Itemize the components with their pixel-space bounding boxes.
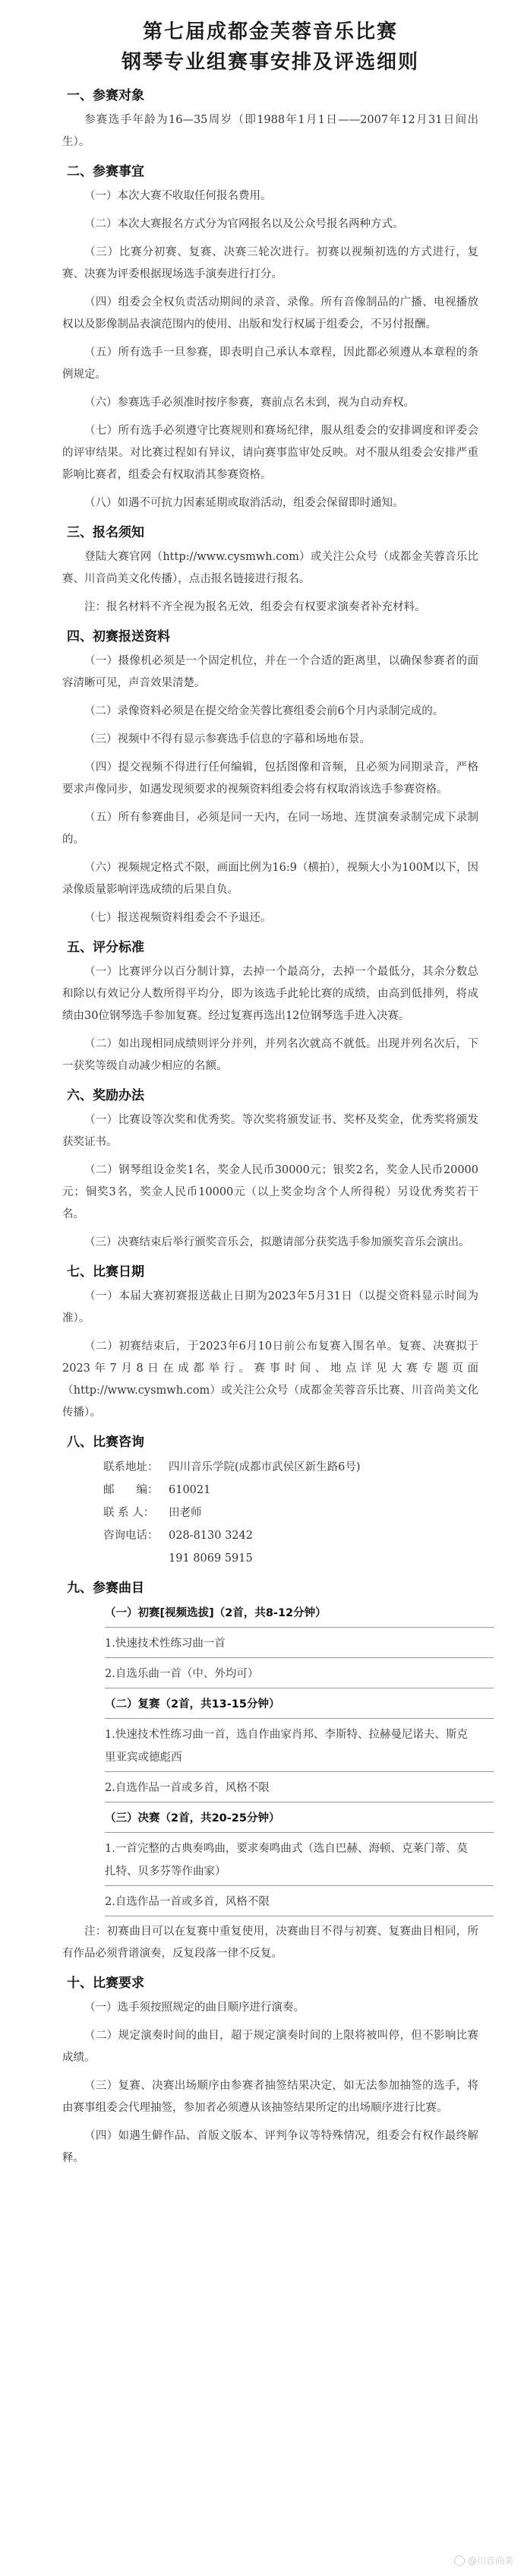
section-paragraph: （八）如遇不可抗力因素延期或取消活动，组委会保留即时通知。 [84, 497, 404, 509]
section-1 [62, 85, 478, 153]
section-paragraph: （一）本届大赛初赛报送截止日期为2023年5月31日（以提交资料显示时间为准）。 [62, 1290, 478, 1324]
section-heading: 六、奖励办法 [67, 1088, 144, 1103]
section-paragraph: （二）如出现相同成绩则评分并列，并列名次就高不就低。出现并列名次后，下一获奖等级自动减少相应的名额。 [62, 1038, 478, 1072]
requirement-paragraph: （三）复赛、决赛出场顺序由参赛者抽签结果决定，如无法参加抽签的选手，将由赛事组委会代理抽签，参加者必须遵从该抽签结果所定的出场顺序进行比赛。 [62, 2080, 478, 2114]
section-paragraph: （七）所有选手必须遵守比赛规则和赛场纪律，服从组委会的安排调度和评委会的评审结果。对比赛过程如有异议，请向赛事监审处反映。对不服从组委会安排严重影响比赛者，组委会有权取消其参赛资格。 [62, 425, 478, 481]
section-paragraph: （六）视频规定格式不限，画面比例为16:9（横拍），视频大小为100M以下，因录像质量影响评选成绩的后果自负。 [62, 862, 478, 896]
contact-label: 联系地址： [103, 1461, 159, 1473]
round-item: 1.快速技术性练习曲一首，选自作曲家肖邦、李斯特、拉赫曼尼诺夫、斯克里亚宾或德彪西 [105, 1729, 468, 1764]
contact-row [103, 1456, 478, 1479]
section-heading: 二、参赛事宜 [67, 164, 144, 179]
section-heading: 三、报名须知 [67, 525, 144, 540]
section-paragraph: 注：报名材料不齐全视为报名无效，组委会有权要求演奏者补充材料。 [84, 601, 426, 613]
contact-block [103, 1456, 478, 1570]
contact-row [103, 1547, 478, 1570]
requirement-paragraph: （四）如遇生僻作品、首版文版本、评判争议等特殊情况，组委会有权作最终解释。 [62, 2130, 478, 2164]
round-item: 2.自选作品一首或多首，风格不限 [105, 1896, 270, 1908]
section-heading: 五、评分标准 [67, 940, 144, 955]
requirements-paragraphs [62, 1997, 478, 2169]
section-paragraph: （四）提交视频不得进行任何编辑，包括图像和音频，且必须为同期录音，严格要求声像同步，如遇发现须要求的视频资料组委会将有权取消该选手参赛资格。 [62, 761, 478, 796]
contact-value: 田老师 [169, 1507, 202, 1519]
round-item: 2.自选乐曲一首（中、外均可） [105, 1668, 259, 1680]
section-paragraph: （一）比赛设等次奖和优秀奖。等次奖将颁发证书、奖杯及奖金，优秀奖将颁发获奖证书。 [62, 1114, 478, 1148]
round-title: （二）复赛（2首，共13-15分钟） [105, 1698, 280, 1710]
contact-row [103, 1524, 478, 1547]
watermark [454, 2554, 513, 2567]
repertoire-rounds [62, 1602, 478, 1916]
round-item: 1.快速技术性练习曲一首 [105, 1638, 226, 1650]
round-item: 1.一首完整的古典奏鸣曲，要求奏鸣曲式（选自巴赫、海顿、克莱门蒂、莫扎特、贝多芬等作曲家） [105, 1843, 468, 1878]
item-divider [105, 1657, 494, 1658]
section-3 [62, 522, 478, 619]
section-paragraph: （六）参赛选手必须准时按序参赛，赛前点名未到，视为自动弃权。 [84, 397, 415, 409]
section-2 [62, 161, 478, 514]
requirement-paragraph: （二）规定演奏时间的曲目，超于规定演奏时间的上限将被叫停，但不影响比赛成绩。 [62, 2030, 478, 2064]
section-paragraph: 登陆大赛官网（http://www.cysmwh.com）或关注公众号（成都金芙蓉音乐比赛、川音尚美文化传播），点击报名链接进行报名。 [62, 551, 478, 585]
section-paragraph: （一）本次大赛不收取任何报名费用。 [84, 190, 272, 202]
section-paragraph: 参赛选手年龄为16—35周岁（即1988年1月1日——2007年12月31日间出生）。 [62, 114, 478, 148]
requirements-section [62, 1973, 478, 2169]
section-paragraph: （四）组委会全权负责活动期间的录音、录像。所有音像制品的广播、电视播放权以及影像制品表演范围内的使用、出版和发行权属于组委会，不另付报酬。 [62, 296, 478, 331]
repertoire-note: 注：初赛曲目可以在复赛中重复使用，决赛曲目不得与初赛、复赛曲目相同，所有作品必须背谱演奏，反复段落一律不反复。 [62, 1926, 478, 1960]
contact-label: 咨询电话： [103, 1530, 159, 1542]
section-paragraph: （三）比赛分初赛、复赛、决赛三轮次进行。初赛以视频初选的方式进行，复赛、决赛为评委根据现场选手演奏进行打分。 [62, 246, 478, 280]
section-paragraph: （二）钢琴组设金奖1名，奖金人民币30000元；银奖2名，奖金人民币20000元；铜奖3名，奖金人民币10000元（以上奖金均含个人所得税）另设优秀奖若干名。 [62, 1164, 478, 1220]
round-divider [105, 1718, 494, 1719]
item-divider [105, 1771, 494, 1772]
section-heading: 九、参赛曲目 [67, 1581, 144, 1596]
contact-label: 邮 编： [103, 1484, 159, 1496]
section-paragraph: （三）视频中不得有显示参赛选手信息的字幕和场地布景。 [84, 733, 371, 745]
contact-row [103, 1479, 478, 1502]
contact-value: 四川音乐学院(成都市武侯区新生路6号) [169, 1461, 361, 1473]
watermark-text: @川音尚美 [467, 2555, 513, 2566]
weibo-icon [454, 2555, 465, 2566]
contact-value: 191 8069 5915 [169, 1552, 253, 1565]
round-divider [105, 1832, 494, 1833]
section-paragraph: （二）本次大赛报名方式分为官网报名以及公众号报名两种方式。 [84, 218, 404, 230]
section-paragraph: （五）所有选手一旦参赛，即表明自己承认本章程，因此都必须遵从本章程的条例规定。 [62, 347, 478, 381]
section-6 [62, 1085, 478, 1254]
document-title-line-2: 钢琴专业组赛事安排及评选细则 [121, 51, 419, 74]
section-5 [62, 937, 478, 1078]
contact-section [62, 1432, 478, 1570]
round-title: （一）初赛[视频选拔]（2首，共8-12分钟） [105, 1607, 327, 1619]
requirement-paragraph: （一）选手须按照规定的曲目顺序进行演奏。 [84, 2002, 305, 2014]
section-4 [62, 626, 478, 929]
section-heading: 七、比赛日期 [67, 1264, 144, 1280]
section-7 [62, 1261, 478, 1424]
round-item: 2.自选作品一首或多首，风格不限 [105, 1782, 270, 1794]
section-paragraph: （一）摄像机必须是一个固定机位，并在一个合适的距离里，以确保参赛者的面容清晰可见，声音效果清楚。 [62, 655, 478, 689]
contact-label: 联 系 人： [103, 1507, 155, 1519]
section-heading: 八、比赛咨询 [67, 1435, 144, 1450]
section-paragraph: （二）初赛结束后，于2023年6月10日前公布复赛入围名单。复赛、决赛拟于2023年7月8日在成都举行。赛事时间、地点详见大赛专题页面（http://www.cysmwh.com）或关注公众号（成都金芙蓉音乐比赛、川音尚美文化传播）。 [62, 1340, 478, 1419]
contact-value: 610021 [169, 1484, 211, 1496]
section-heading: 一、参赛对象 [67, 88, 144, 103]
section-paragraph: （二）录像资料必须是在提交给金芙蓉比赛组委会前6个月内录制完成的。 [84, 705, 444, 717]
repertoire-section [62, 1578, 478, 1965]
item-divider [105, 1885, 494, 1886]
section-heading: 十、比赛要求 [67, 1976, 144, 1991]
section-heading: 四、初赛报送资料 [67, 629, 170, 644]
contact-row [103, 1502, 478, 1524]
round-title: （三）决赛（2首，共20-25分钟） [105, 1812, 280, 1824]
sections-container [62, 85, 478, 1424]
section-paragraph: （七）报送视频资料组委会不予退还。 [84, 912, 272, 924]
round-divider [105, 1627, 494, 1628]
section-paragraph: （三）决赛结束后举行颁奖音乐会，拟邀请部分获奖选手参加颁奖音乐会演出。 [84, 1236, 470, 1248]
section-paragraph: （一）比赛评分以百分制计算，去掉一个最高分，去掉一个最低分，其余分数总和除以有效记分人数所得平均分，即为该选手此轮比赛的成绩，由高到低排列，将成绩由30位钢琴选手参加复赛。经过复赛再选出12位钢琴选手进入决赛。 [62, 966, 478, 1022]
document-title-line-1: 第七届成都金芙蓉音乐比赛 [142, 21, 398, 43]
section-paragraph: （五）所有参赛曲目，必须是同一天内，在同一场地、连贯演奏录制完成下录制的。 [62, 812, 478, 846]
contact-value: 028-8130 3242 [169, 1530, 253, 1542]
